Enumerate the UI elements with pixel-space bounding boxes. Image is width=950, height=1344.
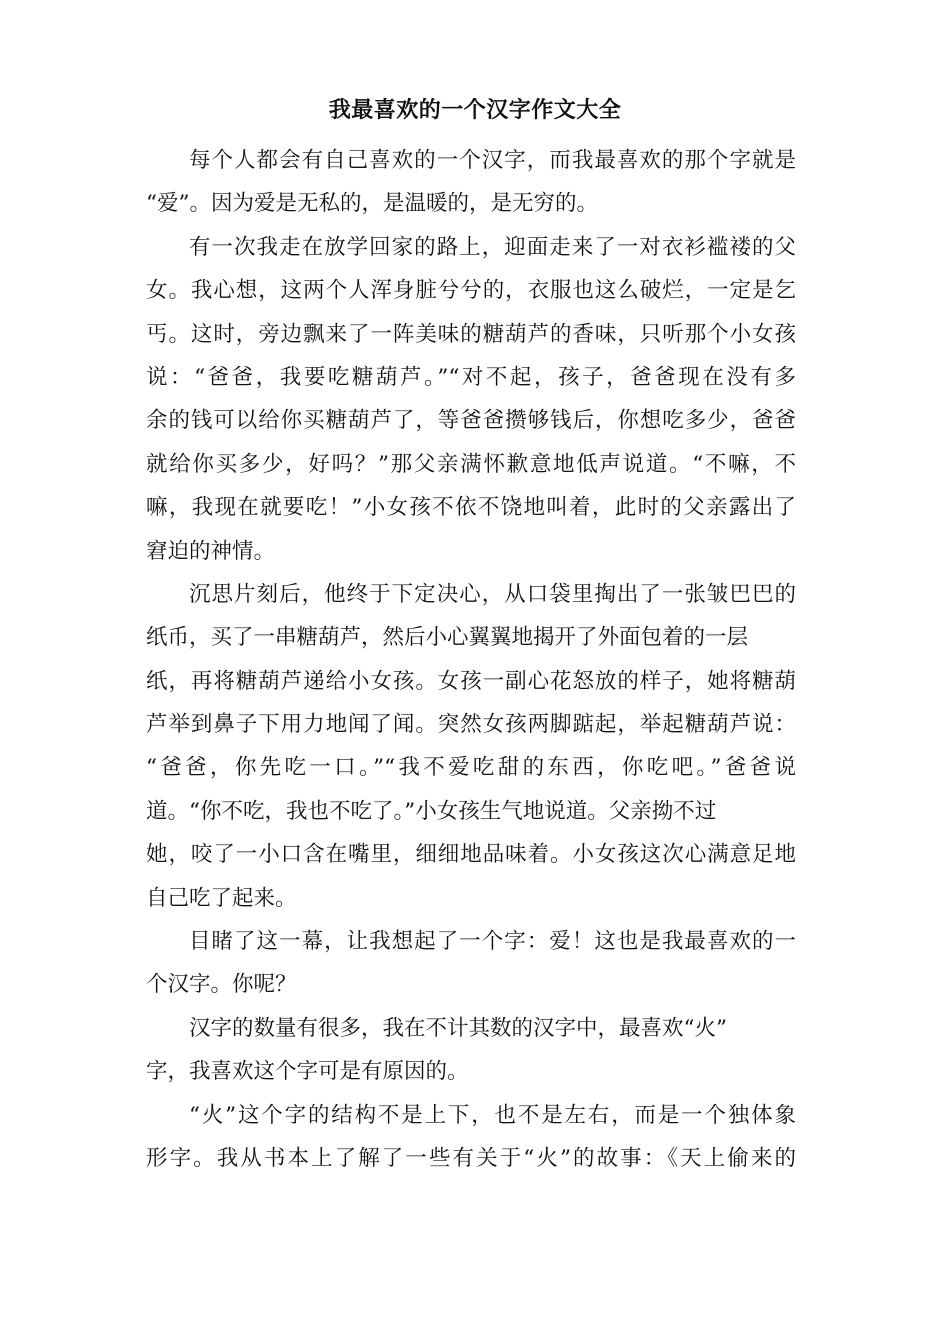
paragraph-6 <box>146 1094 796 1181</box>
document-body <box>146 139 796 1180</box>
text-line: 窘迫的神情。 <box>146 538 276 564</box>
paragraph-3 <box>146 573 796 920</box>
text-line: 汉字的数量有很多，我在不计其数的汉字中，最喜欢“火” <box>189 1015 727 1041</box>
text-line: 有一次我走在放学回家的路上，迎面走来了一对衣衫褴褛的父 <box>189 234 796 260</box>
paragraph-2 <box>146 226 796 573</box>
text-line: 每个人都会有自己喜欢的一个汉字，而我最喜欢的那个字就是 <box>189 148 796 173</box>
text-line: 说：“爸爸，我要吃糖葫芦。”“对不起，孩子，爸爸现在没有多 <box>146 364 796 390</box>
text-line: 丐。这时，旁边飘来了一阵美味的糖葫芦的香味，只听那个小女孩 <box>146 321 796 347</box>
paragraph-1 <box>146 139 796 226</box>
paragraph-5 <box>146 1007 796 1094</box>
text-line: 余的钱可以给你买糖葫芦了，等爸爸攒够钱后，你想吃多少，爸爸 <box>146 408 796 434</box>
paragraph-4 <box>146 920 796 1007</box>
text-line: 自己吃了起来。 <box>146 885 297 911</box>
text-line: 她，咬了一小口含在嘴里，细细地品味着。小女孩这次心满意足地 <box>146 842 796 868</box>
text-line: 就给你买多少，好吗？”那父亲满怀歉意地低声说道。“不嘛，不 <box>146 451 796 477</box>
text-line: 女。我心想，这两个人浑身脏兮兮的，衣服也这么破烂，一定是乞 <box>146 278 796 304</box>
text-line: 字，我喜欢这个字可是有原因的。 <box>146 1059 469 1085</box>
text-line: 沉思片刻后，他终于下定决心，从口袋里掏出了一张皱巴巴的 <box>189 581 796 607</box>
text-line: 形字。我从书本上了解了一些有关于“火”的故事：《天上偷来的 <box>146 1145 796 1171</box>
text-line: “火”这个字的结构不是上下，也不是左右，而是一个独体象 <box>189 1102 796 1128</box>
text-line: “爸爸，你先吃一口。”“我不爱吃甜的东西，你吃吧。”爸爸说 <box>146 755 796 781</box>
text-line: 纸币，买了一串糖葫芦，然后小心翼翼地揭开了外面包着的一层 <box>146 625 749 651</box>
document-title: 我最喜欢的一个汉字作文大全 <box>328 97 622 123</box>
text-line: “爱”。因为爱是无私的，是温暖的，是无穷的。 <box>146 191 598 217</box>
text-line: 道。“你不吃，我也不吃了。”小女孩生气地说道。父亲拗不过 <box>146 798 717 824</box>
text-line: 芦举到鼻子下用力地闻了闻。突然女孩两脚踮起，举起糖葫芦说： <box>146 712 796 738</box>
text-line: 个汉字。你呢？ <box>146 972 297 998</box>
text-line: 嘛，我现在就要吃！”小女孩不依不饶地叫着，此时的父亲露出了 <box>146 495 796 521</box>
text-line: 目睹了这一幕，让我想起了一个字：爱！这也是我最喜欢的一 <box>189 929 796 955</box>
text-line: 纸，再将糖葫芦递给小女孩。女孩一副心花怒放的样子，她将糖葫 <box>146 668 796 694</box>
